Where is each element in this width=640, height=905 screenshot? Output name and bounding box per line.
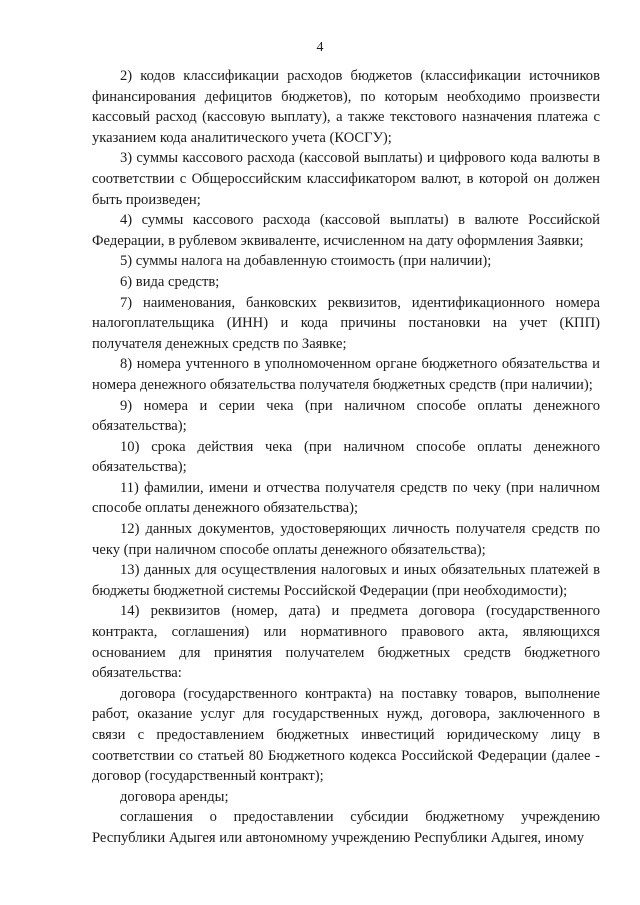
paragraph-subsidy-agreement: соглашения о предоставлении субсидии бюджетному учреждению Республики Адыгея или автономному учреждению Республики Адыгея, иному bbox=[92, 809, 600, 846]
paragraph-item-4: 4) суммы кассового расхода (кассовой выплаты) в валюте Российской Федерации, в рублевом эквиваленте, исчисленном на дату оформления Заявки; bbox=[92, 212, 600, 249]
paragraph-item-10: 10) срока действия чека (при наличном способе оплаты денежного обязательства); bbox=[92, 438, 600, 476]
paragraph-contract: договора (государственного контракта) на поставку товаров, выполнение работ, оказание услуг для государственных нужд, договора, заключенного в связи с предоставлением бюджетных инвестиций юридическому лицу в соответствии со статьей 80 Бюджетного кодекса Российской Федерации (далее - договор (государственный контракт); bbox=[92, 685, 600, 785]
paragraph-item-11: 11) фамилии, имени и отчества получателя средств по чеку (при наличном способе оплаты денежного обязательства); bbox=[92, 479, 600, 517]
page-number: 4 bbox=[316, 40, 324, 55]
paragraph-item-2: 2) кодов классификации расходов бюджетов (классификации источников финансирования дефицитов бюджетов), по которым необходимо произвести кассовый расход (кассовую выплату), а также текстового назначения платежа с указанием кода аналитического учета (КОСГУ); bbox=[92, 68, 600, 146]
paragraph-item-5: 5) суммы налога на добавленную стоимость (при наличии); bbox=[120, 253, 492, 270]
paragraph-item-14: 14) реквизитов (номер, дата) и предмета договора (государственного контракта, соглашения) или нормативного правового акта, являющихся основанием для принятия получателем бюджетных средств бюджетного обязательства: bbox=[92, 603, 600, 682]
paragraph-item-3: 3) суммы кассового расхода (кассовой выплаты) и цифрового кода валюты в соответствии с Общероссийским классификатором валют, в которой он должен быть произведен; bbox=[92, 150, 600, 208]
paragraph-item-7: 7) наименования, банковских реквизитов, идентификационного номера налогоплательщика (ИНН) и кода причины постановки на учет (КПП) получателя денежных средств по Заявке; bbox=[92, 294, 600, 352]
paragraph-item-13: 13) данных для осуществления налоговых и иных обязательных платежей в бюджеты бюджетной системы Российской Федерации (при необходимости); bbox=[92, 562, 600, 599]
paragraph-item-12: 12) данных документов, удостоверяющих личность получателя средств по чеку (при наличном способе оплаты денежного обязательства); bbox=[92, 521, 600, 558]
paragraph-item-9: 9) номера и серии чека (при наличном способе оплаты денежного обязательства); bbox=[92, 397, 600, 435]
paragraph-item-8: 8) номера учтенного в уполномоченном органе бюджетного обязательства и номера денежного обязательства получателя бюджетных средств (при наличии); bbox=[92, 356, 600, 393]
document-body bbox=[92, 66, 600, 849]
paragraph-item-6: 6) вида средств; bbox=[120, 273, 220, 290]
paragraph-lease: договора аренды; bbox=[120, 788, 229, 805]
